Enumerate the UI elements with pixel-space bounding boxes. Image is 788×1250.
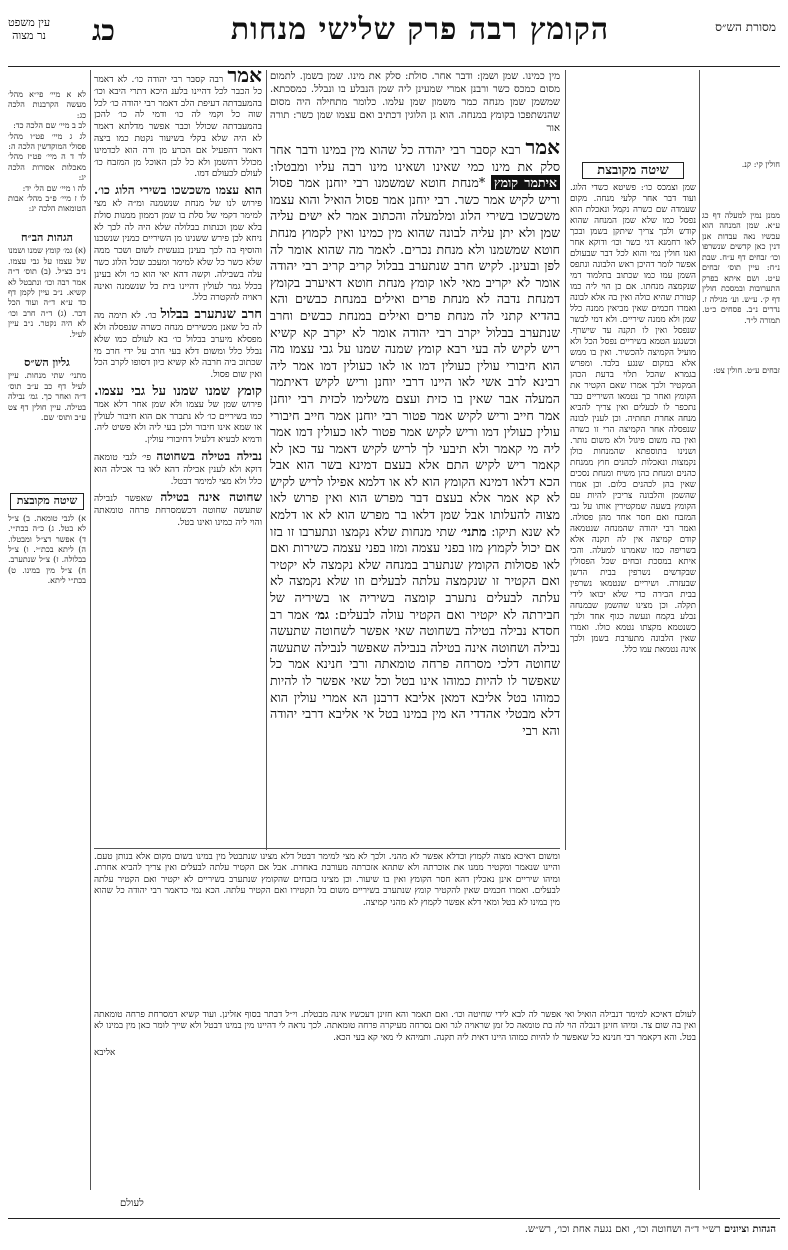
tosafot-text-3: כו׳. לא תימה מה לה כל שאנן מכשירים מנחה כשרה שנפסלה ולא מפסלא מיערב בבלול כו׳ בא לעולם כמו שלא נבלל כלל ומשום דלא בעי חרב על ידי חרב מי שכתוב ביה חרבה לא קשיא כיון דסופו לקרב הכל ואין שום פסול. (94, 311, 262, 381)
tosafot-2 (94, 185, 262, 305)
daf-number: כג (92, 14, 115, 47)
tosafot-text-4: פירוש שמן של עצמו ולא שמן אחר דלא אמר כמו בשיריים כו׳ לא נתברר אם הוא חיבור לעולין או שמא אינו חיבור ולכן בעי ליה ולא פשיט ליה. ודמיא לבעיא דלעיל דחיבורי עולין. (94, 399, 262, 446)
lower-commentary-rashi (94, 852, 560, 1002)
tosafot-text-6: שאפשר לנבילה שתעשה שחוטה דכשמסרחת פרחה טומאתה והוי ליה כמינו ואינו בטל. (94, 494, 262, 528)
ein-mishpat-text: לא א מיי׳ פי״א מהל׳ מעשה הקרבנות הלכה כג: לב ב מיי׳ שם הלכה כד: לג ג מיי׳ פט״ו מהל׳ פסולי המוקדשין הלכה ה: לד ד ה מיי׳ פט״ז מהל׳ מאכלות אסורות הלכה יג: לה ו מיי׳ שם הל׳ יד: לו ז מיי׳ פ״ב מהל׳ אבות הטומאות הלכה יג: (8, 90, 86, 214)
dibbur-hamatchil: אמר (525, 135, 560, 159)
header-rule (8, 66, 780, 67)
margin-source-ref-2: זבחים ע״ט. חולין צט: (713, 366, 780, 375)
footer-rule (8, 1218, 780, 1219)
margin-left-column (8, 90, 86, 1140)
margin-right-column (702, 160, 780, 700)
tosafot-dibbur-5: נבילה בטילה בשחוטה (156, 448, 262, 463)
hagahot-text: (א) גמ׳ קומץ שמנו ושמנו של עצמו על גבי עצמו. נ״ב כצ״ל. (ב) תוס׳ ד״ה אמר רבה וכו׳ ונתבטל לא קשיא. נ״ב עיין לקמן דף כד ע״א ד״ה ועוד הכל דבר. (ג) ד״ה חרב וכו׳ לא היה נקטר. נ״ב עיין לעיל. (8, 246, 86, 339)
gemara-lead: מין כמינו. שמן ושמן: ודבר אחר. סולת: סלק את מינו. שמן בשמן. לתמום מסום כמכס כשר ורבנן אמרי שמעינן ליה שמן הנבלע בו ונבלל. כמסכתא. שמשמן שמן מנחה כמר משמון שמן עלמו. כלומר מתחילה היה מסום שהנשתפכו בקומץ במנחה. הוא גן הלוגין דכתיב ואם עצמו שמן כשר: תורה אור (270, 71, 560, 134)
separator-1 (699, 70, 700, 1190)
tosafot-text-1: רבה קסבר רבי יהודה כו׳. לא דאמר כל הכבר לכל דהיינו בלענ היכא דתרי היבא וכו׳ בהמעבדתה דעיפת הלב דאמר רבי יהודה כו׳ לכל שוה כל וקמי לה כו׳ ודמי לה כו׳ להכן בהמעבדתה שכולל וכבר אפשר מדלתא דאמר לא היה שלא בקלי בשיעור נקטת כמו ביצה דאמר דהפעיל אם הכרע מן ורה הוא לכדמינו מכולל דהשמן ולא כל לבן האוכל מן המזבח כו׳ לעולם לכעולם דמו. (94, 75, 262, 180)
separator-main-bottom (94, 848, 560, 849)
rashi-heading: שיטה מקובצת (582, 162, 684, 179)
mesoret-hashas-header: מסורת הש״ס (715, 20, 776, 34)
tosafot-text-2: פירוש לנו של מנחת שנשמנה ומ״ה לא מצי למימר דקמי של סלת בו שמן דממון ממנות סולת בלא שמן וכנתות בבלולה שלא היה לה לכך לא ניחא לכן פירש ששנינו מן השיריים כמנין שנשכנו והוסיף בה לכך בעינן בנעשית לשום ושכר ממה שלא כשר כל שלא למימר ומעכב שכל הלוג כשר עלה בשבילה. וקשה דהא יאי הוא כו׳ ולא בעינן בכלל גמר לעולין דהיינו בית כל שנשמנה ואינה ראויה להקטרה כלל. (94, 198, 262, 304)
page-title: הקומץ רבה פרק שלישי מנחות (230, 12, 610, 47)
lower-tosafot-text: לעולם דאיכא למימר דנבילה הואיל ואי אפשר לה לבא לידי שחיטה וכו׳. ואם תאמר והא חזינן דעכשיו אינה מבטלת. וי״ל דבתר בסוף אזלינן. ועוד קשיא דמסרחת פרחה טומאתה ואין בה שום צד. ומיהו חזינן דנבלה הוי לה בת טומאה כל זמן שראויה לגר ואם נסרחה מעיקרה פרחה טומאתה. לכך נראה לי דהיינו מין במינו דבטל ולא שייך לומר כאן מין במינו לא בטל. והא דקאמר רבי חנינא כל שאפשר לו להיות כמוהו היינו דאית ליה תקנה. ותמיהא לי מאי קא בעי הכא. (94, 1010, 696, 1043)
tosafot-1 (94, 70, 262, 181)
tosafot-dibbur-2: הוא עצמו משכשכו בשירי הלוג כו׳. (94, 183, 262, 198)
mishnah-label: מתני׳ (460, 523, 487, 539)
rashi-text: שמן וצמכס כו׳: פשיטא כשדי הלוג. ועוד דבר אחר קלעי מנחה. מקום שעמדה שם כשרה נקמל ונאכלת הוא נפסל כמו שלא שמן המנחה שהוא קודש ולכך צריך שיתקן בשמן ובכך לאו רחמנא דגי כשר וכו׳ ודוקא אחר ואנו חולין נמי והוא לכל דבר שבעולם אפשר לומר דהיכן ראש הלבונה ונתפס השמן עמו כמו שכתוב בתלמוד דמי שנקמצה מנחתו. אם כן הוי ליה כמו קטורת שהיא כולה ואין בה אלא לבונה ואמרו חכמים שאין מביאין ממנה כלל שמן ולא ממנה שיריים. ולא דמי לבשר שנפסל ואין לו תקנה עד שישרף. וכשנגע הטמא בשיריים נפסל הכל ולא מועיל הקמיצה להכשיר. ואין בו ממש אלא במקום שנגע בלבד. ומפרש בגמרא שהכל תלוי בדעת הכהן המקטיר ולכך אמרו שאם הקטיר את הקומץ ואחר כך נטמאו השיריים כבר נתכפר לו לבעלים ואין צריך להביא מנחה אחרת תחתיה. וכן לענין לבונה שנפסלה אחר הקמיצה הרי זו כשרה ואין בה משום פיגול ולא משום נותר. ושנינו בתוספתא שהמנחות כולן נקמצות ונאכלות לכהנים חוץ ממנחת כהנים ומנחת כהן משיח ומנחת נסכים שאין בהן לכהנים כלום. וכן אמרו שהשמן והלבונה צריכין להיות עם הקומץ בשעה שמקטירין אותו על גבי המזבח ואם חסר אחד מהן פסולה. ואמר רבי יהודה שהמנחה שנטמאה קודם קמיצה אין לה תקנה אלא בשריפה כמו שאמרנו למעלה. והכי איתא במסכת זבחים שכל הפסולין שבקדשים נשרפין בבית הדשן שבעזרה. ושיריים שנטמאו נשרפין בבית הבירה כדי שלא יבואו לידי תקלה. וכן מצינו שהשמן שבמנחה נבלע בקמח ונעשה כגוף אחד ולכך כשנטמא מקצתו נטמא כולו. ואמרו שאין הלבונה מתערבת בשמן ולכך אינה נטמאת עמו כלל. (570, 183, 696, 655)
gemara-body-1: רבא קסבר רבי יהודה כל שהוא מין במינו ודבר אחר סלק את מינו כמי שאינו ושאינו מינו רבה עליו ומבטלו: (270, 142, 560, 174)
tosafot-dibbur-6: שחוטה אינה בטילה (160, 490, 262, 505)
tosafot-4 (94, 383, 262, 447)
gemara-text (270, 135, 560, 739)
catch-word: אליבא (94, 1048, 116, 1059)
footer-notes-label: הגהות וציונים (723, 1224, 776, 1235)
tosafot-column (94, 70, 262, 845)
lower-rashi-text: ומשום דאיכא מצוה לקמוץ ובדלא אפשר לא מהני. ולכך לא מצי למימר דבטל דלא מצינו שנתבטל מין במינו בשום מקום אלא בנותן טעם. והיינו שנאמר ומקטיר ממנו את אזכרתה ולא שתהא אזכרתה מעורבת באחרת. אבל אם הקטיר עלתה לבעלים ואין צריך להביא אחרת. ומיהו שיריים אינן נאכלין דהא חסר הקומץ ואין בו שיעור. וכן מצינו בזבחים שהקומץ שנתערב בשיריים לא יקטיר ואם הקטיר עלתה לבעלים. ואמרו חכמים שאין להקטיר קומץ שנתערב בשיריים משום בל תקטירו ואם הקטיר עלתה. הכא נמי כדאמר רבי יהודה כל שהוא מין במינו לא בטל ומאי דלא אפשר לקמוץ לא מהני קמיצה. (94, 852, 560, 908)
tosafot-3 (94, 309, 262, 382)
rashi-column (570, 160, 696, 1055)
gemara-column (270, 70, 560, 845)
lower-commentary-tosafot (94, 1010, 696, 1195)
tosafot-6 (94, 492, 262, 529)
separator-2 (565, 70, 566, 850)
gilyon-heading: גליון הש״ס (24, 355, 70, 369)
shita-text: א) לגבי טומאה. ב) צ״ל לא בטל. ג) כ״ה בכת״י. ד) אפשר דצ״ל ומבטלו. ה) ליתא בכת״י. ו) צ״ל בבלולה. ז) צ״ל שנתערב. ח) צ״ל מין במינו. ט) בכת״י ליתא. (8, 513, 86, 586)
gilyon-text: מתני׳ שתי מנחות. עיין לעיל דף כב ע״ב תוס׳ ד״ה ואחר כך. גמ׳ נבילה בטילה. עיין חולין דף צט ע״ב ותוס׳ שם. (8, 371, 86, 422)
ein-mishpat-header: עין משפט נר מצוה (8, 16, 51, 42)
highlighted-phrase: איתמר קומץ (491, 175, 560, 190)
tosafot-dibbur-3: חרב שנתערב בבלול (160, 307, 262, 323)
separator-3 (266, 70, 267, 850)
footer-notes (525, 1224, 776, 1235)
gemara-label: גמ׳ (314, 606, 330, 622)
margin-source-text: ממנן נמין למעלה דף כג ע״א. שמן המנחה הוא עכשיו נאה עבדות אנן דנין כאן קדשים שנשרפו וכו׳ זבחים דף ע״ח. שבת נ״ח: עיין תוס׳ זבחים ע״ט. ושם איתא בפרק התערובות ובמסכת חולין דף ק׳. ע״ש. וע׳ מגילה ז. נדרים נ״ב. פסחים כ״ט. תמורה ל״ד. (702, 210, 780, 325)
tosafot-dibbur-4: קומץ שמנו שמנו על גבי עצמו. (94, 383, 262, 399)
shita-heading: שיטה מקובצת (10, 493, 84, 509)
footer-left: לעולם (120, 1198, 144, 1209)
gemara-text-2: אמר רב חסדא נבילה בטילה בשחוטה שאי אפשר לשחוטה שתעשה נבילה ושחוטה אינה בטילה בנבילה שאפשר לנבילה שתעשה שחוטה דלכי מסרחה פרחה טומאתה ורבי חנינא אמר כל שאפשר לו להיות כמוהו אינו בטל וכל שאי אפשר לו להיות כמוהו בטל אליבא דמאן אליבא דרבנן הא אמרי עולין הוא דלא מבטלי אהדדי הא מין במינו בטל אי אליבא דרבי יהודה והא רבי (270, 606, 560, 738)
page-header (0, 0, 788, 68)
gemara-body-2: *מנחת חוטא שמשמנו רבי יוחנן אמר פסול וריש לקיש אמר כשר. רבי יוחנן אמר פסול הואיל והוא עצמו משכשכו בשירי הלוג ומלמעלה והכתוב אמר לא ישים עליה שמן ולא יתן עליה לבונה שהוא מין כמינו ואין לקמוץ מנחת חוטא שמשמנו ולא מנחת נכרים. לאמר מה שהוא אומר לה לפן ובעינן. לקיש חרב שנתערב בבלול קריב קריב רבי יהודה אומר לא יקריב מאי לאו קומץ מנחת חוטא דאיערב בקומץ דמנחת נדבה לא מנחת פרים ואילים במנחת כבשים והא בהדיא קתני לה מנחת פרים ואילים במנחת כבשים וחרב שנתערב בבלול יקרב רבי יהודה אומר לא יקרב קא קשיא ריש לקיש לה בעי רבא קומץ שמנה שמנו על גבי עצמו מה הוא חיבורי עולין כעולין דמו או לאו כעולין דמו אמר ליה רבינא לרב אשי לאו היינו דרבי יוחנן וריש לקיש דאיתמר המעלה אבר שאין בו כזית ועצם משלימו לכזית רבי יוחנן אמר חייב וריש לקיש אמר פטור רבי יוחנן אמר חייב חיבורי עולין כעולין דמו וריש לקיש אמר פטור לאו כעולין דמו אמר ליה מי קאמר ולא תיבעי לך לריש לקיש דאמר עד כאן לא קאמר ריש לקיש התם אלא בעצם דמינא בשר הוא אבל הכא דלאו דמינא הקומץ הוא לא או דלמא אפילו לריש לקיש לא קא אמר אלא בעצם דבר מפרש הוא ואין פרוש לאו מצוה להעלותו אבל שמן דלאו בר מפרש הוא לא או דלמא לא שנא תיקו: (270, 175, 560, 539)
tosafot-5 (94, 448, 262, 488)
tosafot-dibbur-1: אמר (227, 70, 262, 87)
tosafot-text-5: פי׳ לגבי טומאה דוקא ולא לענין אכילה דהא לאו בר אכילה הוא כלל ולא מצי למימר דבטל. (94, 452, 262, 487)
mishnah-text: שתי מנחות שלא נקמצו ונתערבו זו בזו אם יכול לקמוץ מזו בפני עצמה ומזו בפני עצמה כשירות ואם לאו פסולות הקומץ שנתערב במנחה שלא נקמצה לא יקטיר ואם הקטיר זו שנקמצה עלתה לבעלים וזו שלא נקמצה לא עלתה לבעלים נתערב קומצה בשיריה או בשיריה של חבירתה לא יקטיר ואם הקטיר עולה לבעלים: (270, 523, 560, 622)
footer-notes-text: רש״י ד״ה ושחוטה וכו׳, ואם נגעה אחת וכו׳, רש״ש. (524, 1224, 721, 1235)
separator-4 (90, 70, 91, 1190)
hagahot-heading: הגהות הב״ח (21, 230, 73, 244)
margin-source-ref: חולין קי: קנ. (741, 160, 780, 169)
